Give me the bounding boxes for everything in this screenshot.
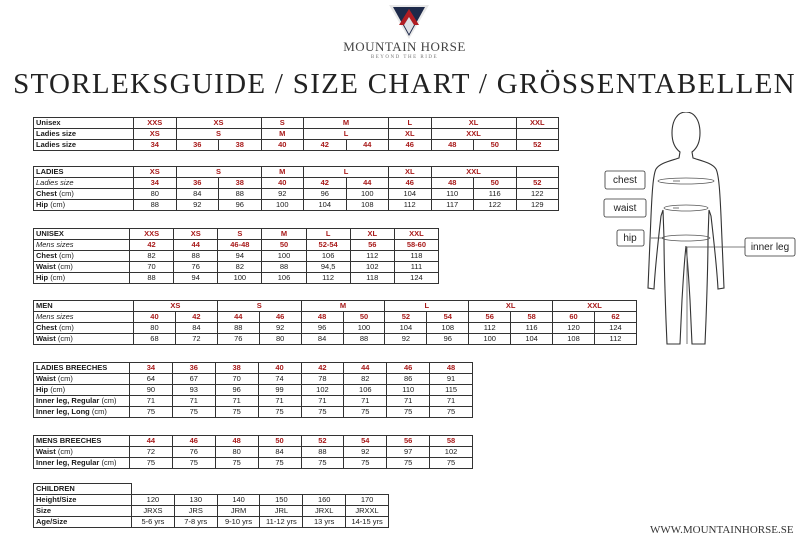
ladies-breeches-table: [33, 362, 473, 418]
table-cell: 42: [130, 240, 174, 251]
table-cell: 75: [130, 458, 173, 469]
children-size-table: [33, 483, 389, 528]
table-cell: 94: [174, 273, 218, 284]
waist-label: waist: [613, 203, 637, 214]
table-cell: 40: [134, 312, 176, 323]
table-cell: 108: [427, 323, 469, 334]
table-cell: L: [304, 167, 389, 178]
table-cell: 82: [344, 374, 387, 385]
table-cell: 44: [174, 240, 218, 251]
table-cell: 52: [516, 178, 559, 189]
row-label: Chest (cm): [34, 323, 134, 334]
table-cell: XS: [134, 129, 177, 140]
table-cell: 82: [130, 251, 174, 262]
table-cell: 46: [259, 312, 301, 323]
brand-tagline: BEYOND THE RIDE: [370, 55, 439, 60]
table-cell: [516, 167, 559, 178]
table-row: [34, 140, 559, 151]
table-cell: 62: [594, 312, 636, 323]
table-cell: 50: [343, 312, 385, 323]
table-cell: 140: [217, 495, 260, 506]
unisex-size-table: [33, 228, 439, 284]
table-cell: 52: [516, 140, 559, 151]
brand-name: MOUNTAIN HORSE: [343, 39, 466, 54]
row-label: Mens sizes: [34, 312, 134, 323]
table-cell: 50: [262, 240, 306, 251]
table-cell: 100: [218, 273, 262, 284]
table-cell: JRXS: [132, 506, 175, 517]
table-cell: 71: [215, 396, 258, 407]
table-cell: 102: [430, 447, 473, 458]
table-cell: 88: [174, 251, 218, 262]
table-cell: 92: [344, 447, 387, 458]
mens-breeches-table: [33, 435, 473, 469]
table-cell: S: [176, 129, 261, 140]
table-cell: 124: [394, 273, 438, 284]
table-cell: M: [262, 229, 306, 240]
table-cell: XXL: [516, 118, 559, 129]
table-cell: 104: [389, 189, 432, 200]
table-cell: 71: [430, 396, 473, 407]
row-label: UNISEX: [34, 229, 130, 240]
table-cell: 67: [172, 374, 215, 385]
row-label: Inner leg, Regular (cm): [34, 396, 130, 407]
table-row: [34, 118, 559, 129]
table-cell: 106: [344, 385, 387, 396]
table-row: [34, 189, 559, 200]
table-cell: 94: [218, 251, 262, 262]
table-cell: 100: [469, 334, 511, 345]
table-cell: 88: [217, 323, 259, 334]
table-cell: 96: [301, 323, 343, 334]
table-cell: 36: [172, 363, 215, 374]
row-label: Inner leg, Regular (cm): [34, 458, 130, 469]
table-cell: S: [218, 229, 262, 240]
row-label: MENS BREECHES: [34, 436, 130, 447]
table-cell: XXL: [431, 167, 516, 178]
table-cell: 80: [259, 334, 301, 345]
table-row: [34, 407, 473, 418]
row-label: Ladies size: [34, 129, 134, 140]
table-cell: S: [176, 167, 261, 178]
table-cell: 44: [344, 363, 387, 374]
table-cell: 90: [130, 385, 173, 396]
table-cell: 100: [343, 323, 385, 334]
table-cell: 102: [350, 262, 394, 273]
table-cell: 58-60: [394, 240, 438, 251]
table-cell: 56: [350, 240, 394, 251]
table-row: [34, 273, 439, 284]
row-label: Age/Size: [34, 517, 132, 528]
table-cell: 48: [215, 436, 258, 447]
table-cell: 75: [430, 407, 473, 418]
row-label: MEN: [34, 301, 134, 312]
table-cell: 88: [134, 200, 177, 211]
table-cell: 160: [303, 495, 346, 506]
table-cell: XXS: [134, 118, 177, 129]
hip-label: hip: [623, 233, 637, 244]
table-cell: 80: [134, 323, 176, 334]
table-cell: 104: [385, 323, 427, 334]
table-cell: 52: [385, 312, 427, 323]
table-cell: 82: [218, 262, 262, 273]
table-cell: 92: [176, 200, 219, 211]
table-cell: JRM: [217, 506, 260, 517]
table-cell: 75: [172, 458, 215, 469]
table-cell: 76: [174, 262, 218, 273]
table-cell: 72: [175, 334, 217, 345]
table-row: [34, 396, 473, 407]
table-cell: JRXXL: [346, 506, 389, 517]
table-cell: 102: [301, 385, 344, 396]
table-row: [34, 251, 439, 262]
table-cell: 42: [301, 363, 344, 374]
table-cell: 38: [219, 140, 262, 151]
table-cell: [516, 129, 559, 140]
table-cell: 118: [350, 273, 394, 284]
table-cell: 124: [594, 323, 636, 334]
table-cell: [132, 484, 389, 495]
table-cell: 64: [130, 374, 173, 385]
table-cell: 38: [215, 363, 258, 374]
table-cell: 122: [474, 200, 517, 211]
table-cell: XXL: [553, 301, 637, 312]
table-cell: 60: [553, 312, 595, 323]
table-cell: 130: [174, 495, 217, 506]
table-row: [34, 240, 439, 251]
table-cell: 48: [431, 140, 474, 151]
table-cell: 71: [130, 396, 173, 407]
table-cell: 116: [474, 189, 517, 200]
table-cell: 34: [134, 178, 177, 189]
table-row: [34, 129, 559, 140]
page-title: STORLEKSGUIDE / SIZE CHART / GRÖSSENTABELLEN: [13, 68, 796, 100]
table-cell: 118: [394, 251, 438, 262]
table-row: [34, 334, 637, 345]
table-cell: 96: [215, 385, 258, 396]
table-cell: 150: [260, 495, 303, 506]
body-outline-icon: [648, 112, 724, 344]
table-cell: 7-8 yrs: [174, 517, 217, 528]
table-cell: 110: [431, 189, 474, 200]
row-label: Chest (cm): [34, 251, 130, 262]
waist-measure-line: [664, 205, 708, 211]
table-row: [34, 374, 473, 385]
table-cell: XL: [350, 229, 394, 240]
table-cell: 70: [130, 262, 174, 273]
row-label: Hip (cm): [34, 273, 130, 284]
row-label: Ladies size: [34, 178, 134, 189]
table-cell: 52: [301, 436, 344, 447]
inner-leg-label: inner leg: [750, 242, 790, 253]
table-cell: XS: [134, 301, 218, 312]
table-cell: 112: [469, 323, 511, 334]
table-cell: 170: [346, 495, 389, 506]
table-row: [34, 458, 473, 469]
table-cell: 9-10 yrs: [217, 517, 260, 528]
table-cell: 46-48: [218, 240, 262, 251]
table-cell: 111: [394, 262, 438, 273]
table-cell: 104: [511, 334, 553, 345]
table-cell: 115: [430, 385, 473, 396]
table-cell: 96: [304, 189, 347, 200]
table-cell: 86: [387, 374, 430, 385]
table-cell: L: [385, 301, 469, 312]
table-cell: XL: [431, 118, 516, 129]
table-row: [34, 363, 473, 374]
table-cell: 80: [134, 189, 177, 200]
table-cell: 108: [346, 200, 389, 211]
table-cell: 44: [217, 312, 259, 323]
table-cell: M: [304, 118, 389, 129]
chest-label: chest: [613, 175, 637, 186]
table-row: [34, 200, 559, 211]
table-cell: 100: [346, 189, 389, 200]
table-row: [34, 301, 637, 312]
table-cell: 76: [172, 447, 215, 458]
men-size-table: [33, 300, 637, 345]
table-cell: 71: [387, 396, 430, 407]
table-cell: 42: [304, 178, 347, 189]
table-cell: 88: [130, 273, 174, 284]
table-cell: 76: [217, 334, 259, 345]
row-label: Inner leg, Long (cm): [34, 407, 130, 418]
table-cell: 110: [387, 385, 430, 396]
table-cell: XL: [469, 301, 553, 312]
table-cell: 75: [387, 458, 430, 469]
body-measurement-figure: [600, 112, 809, 357]
table-cell: 120: [132, 495, 175, 506]
table-cell: 93: [172, 385, 215, 396]
table-cell: 56: [469, 312, 511, 323]
row-label: Size: [34, 506, 132, 517]
table-cell: 48: [301, 312, 343, 323]
row-label: CHILDREN: [34, 484, 132, 495]
table-cell: S: [217, 301, 301, 312]
row-label: Ladies size: [34, 140, 134, 151]
table-row: [34, 312, 637, 323]
table-cell: 68: [134, 334, 176, 345]
table-cell: 99: [258, 385, 301, 396]
table-cell: 88: [343, 334, 385, 345]
chest-measure-line: [658, 178, 714, 184]
table-cell: 54: [427, 312, 469, 323]
table-cell: 71: [344, 396, 387, 407]
table-cell: 34: [134, 140, 177, 151]
table-cell: 84: [301, 334, 343, 345]
table-cell: 91: [430, 374, 473, 385]
table-cell: 13 yrs: [303, 517, 346, 528]
table-row: [34, 167, 559, 178]
table-cell: XS: [176, 118, 261, 129]
table-cell: 70: [215, 374, 258, 385]
row-label: Hip (cm): [34, 200, 134, 211]
table-cell: 75: [430, 458, 473, 469]
table-cell: 96: [219, 200, 262, 211]
table-cell: 50: [258, 436, 301, 447]
table-cell: 34: [130, 363, 173, 374]
row-label: Chest (cm): [34, 189, 134, 200]
row-label: Waist (cm): [34, 262, 130, 273]
row-label: Waist (cm): [34, 374, 130, 385]
table-cell: 75: [301, 407, 344, 418]
table-row: [34, 517, 389, 528]
table-cell: 92: [261, 189, 304, 200]
table-cell: 50: [474, 140, 517, 151]
table-cell: 42: [304, 140, 347, 151]
table-cell: 92: [385, 334, 427, 345]
table-cell: 100: [262, 251, 306, 262]
table-cell: 74: [258, 374, 301, 385]
table-cell: 46: [172, 436, 215, 447]
table-cell: 56: [387, 436, 430, 447]
table-cell: JRL: [260, 506, 303, 517]
table-row: [34, 323, 637, 334]
table-cell: M: [261, 129, 304, 140]
table-cell: 92: [259, 323, 301, 334]
table-cell: 94,5: [306, 262, 350, 273]
table-cell: L: [304, 129, 389, 140]
row-label: Hip (cm): [34, 385, 130, 396]
table-cell: 72: [130, 447, 173, 458]
table-cell: 44: [130, 436, 173, 447]
table-cell: 75: [130, 407, 173, 418]
table-row: [34, 484, 389, 495]
table-cell: XL: [389, 167, 432, 178]
table-cell: 40: [261, 140, 304, 151]
table-row: [34, 495, 389, 506]
table-cell: 46: [387, 363, 430, 374]
table-row: [34, 436, 473, 447]
table-cell: 75: [215, 407, 258, 418]
table-cell: 112: [350, 251, 394, 262]
table-cell: 75: [172, 407, 215, 418]
table-cell: 120: [553, 323, 595, 334]
table-row: [34, 447, 473, 458]
table-cell: 71: [301, 396, 344, 407]
table-cell: 84: [176, 189, 219, 200]
table-cell: 71: [258, 396, 301, 407]
table-cell: XXL: [394, 229, 438, 240]
table-cell: 80: [215, 447, 258, 458]
table-cell: 78: [301, 374, 344, 385]
table-cell: 14-15 yrs: [346, 517, 389, 528]
table-cell: M: [301, 301, 385, 312]
table-cell: 52-54: [306, 240, 350, 251]
table-cell: 122: [516, 189, 559, 200]
table-cell: 40: [261, 178, 304, 189]
row-label: Waist (cm): [34, 334, 134, 345]
table-cell: 5-6 yrs: [132, 517, 175, 528]
table-cell: 38: [219, 178, 262, 189]
table-cell: 48: [430, 363, 473, 374]
table-cell: 96: [427, 334, 469, 345]
mountain-horse-logo: [389, 3, 429, 39]
table-cell: 50: [474, 178, 517, 189]
table-row: [34, 385, 473, 396]
table-cell: M: [261, 167, 304, 178]
table-cell: 88: [262, 262, 306, 273]
row-label: LADIES BREECHES: [34, 363, 130, 374]
table-cell: 75: [387, 407, 430, 418]
table-cell: 75: [344, 458, 387, 469]
table-cell: 44: [346, 178, 389, 189]
table-cell: 75: [258, 407, 301, 418]
table-cell: 75: [344, 407, 387, 418]
row-label: Waist (cm): [34, 447, 130, 458]
size-conversion-table: [33, 117, 559, 151]
table-cell: 104: [304, 200, 347, 211]
table-cell: 88: [219, 189, 262, 200]
table-cell: XXL: [431, 129, 516, 140]
table-cell: 84: [175, 323, 217, 334]
table-cell: 106: [262, 273, 306, 284]
table-cell: 36: [176, 178, 219, 189]
table-cell: S: [261, 118, 304, 129]
table-cell: 11-12 yrs: [260, 517, 303, 528]
table-cell: 75: [258, 458, 301, 469]
table-cell: 112: [306, 273, 350, 284]
table-cell: L: [389, 118, 432, 129]
table-cell: 75: [301, 458, 344, 469]
table-cell: 42: [175, 312, 217, 323]
ladies-size-table: [33, 166, 559, 211]
row-label: Unisex: [34, 118, 134, 129]
table-cell: XXS: [130, 229, 174, 240]
table-cell: L: [306, 229, 350, 240]
table-row: [34, 262, 439, 273]
table-cell: 75: [215, 458, 258, 469]
table-cell: 97: [387, 447, 430, 458]
table-cell: 48: [431, 178, 474, 189]
table-cell: 54: [344, 436, 387, 447]
table-cell: 46: [389, 140, 432, 151]
row-label: LADIES: [34, 167, 134, 178]
table-cell: 129: [516, 200, 559, 211]
table-row: [34, 178, 559, 189]
table-cell: 36: [176, 140, 219, 151]
table-cell: 40: [258, 363, 301, 374]
table-cell: JRXL: [303, 506, 346, 517]
table-cell: 116: [511, 323, 553, 334]
table-cell: 71: [172, 396, 215, 407]
table-cell: 84: [258, 447, 301, 458]
table-cell: XS: [134, 167, 177, 178]
table-cell: 88: [301, 447, 344, 458]
table-cell: XL: [389, 129, 432, 140]
table-cell: 112: [389, 200, 432, 211]
table-cell: 117: [431, 200, 474, 211]
table-cell: 44: [346, 140, 389, 151]
table-cell: JRS: [174, 506, 217, 517]
table-row: [34, 506, 389, 517]
table-cell: 46: [389, 178, 432, 189]
table-cell: 106: [306, 251, 350, 262]
website-url: WWW.MOUNTAINHORSE.SE: [650, 524, 794, 536]
table-cell: 100: [261, 200, 304, 211]
table-cell: XS: [174, 229, 218, 240]
table-cell: 108: [553, 334, 595, 345]
hip-measure-line: [662, 235, 710, 241]
row-label: Mens sizes: [34, 240, 130, 251]
row-label: Height/Size: [34, 495, 132, 506]
table-cell: 112: [594, 334, 636, 345]
table-cell: 58: [511, 312, 553, 323]
table-row: [34, 229, 439, 240]
table-cell: 58: [430, 436, 473, 447]
